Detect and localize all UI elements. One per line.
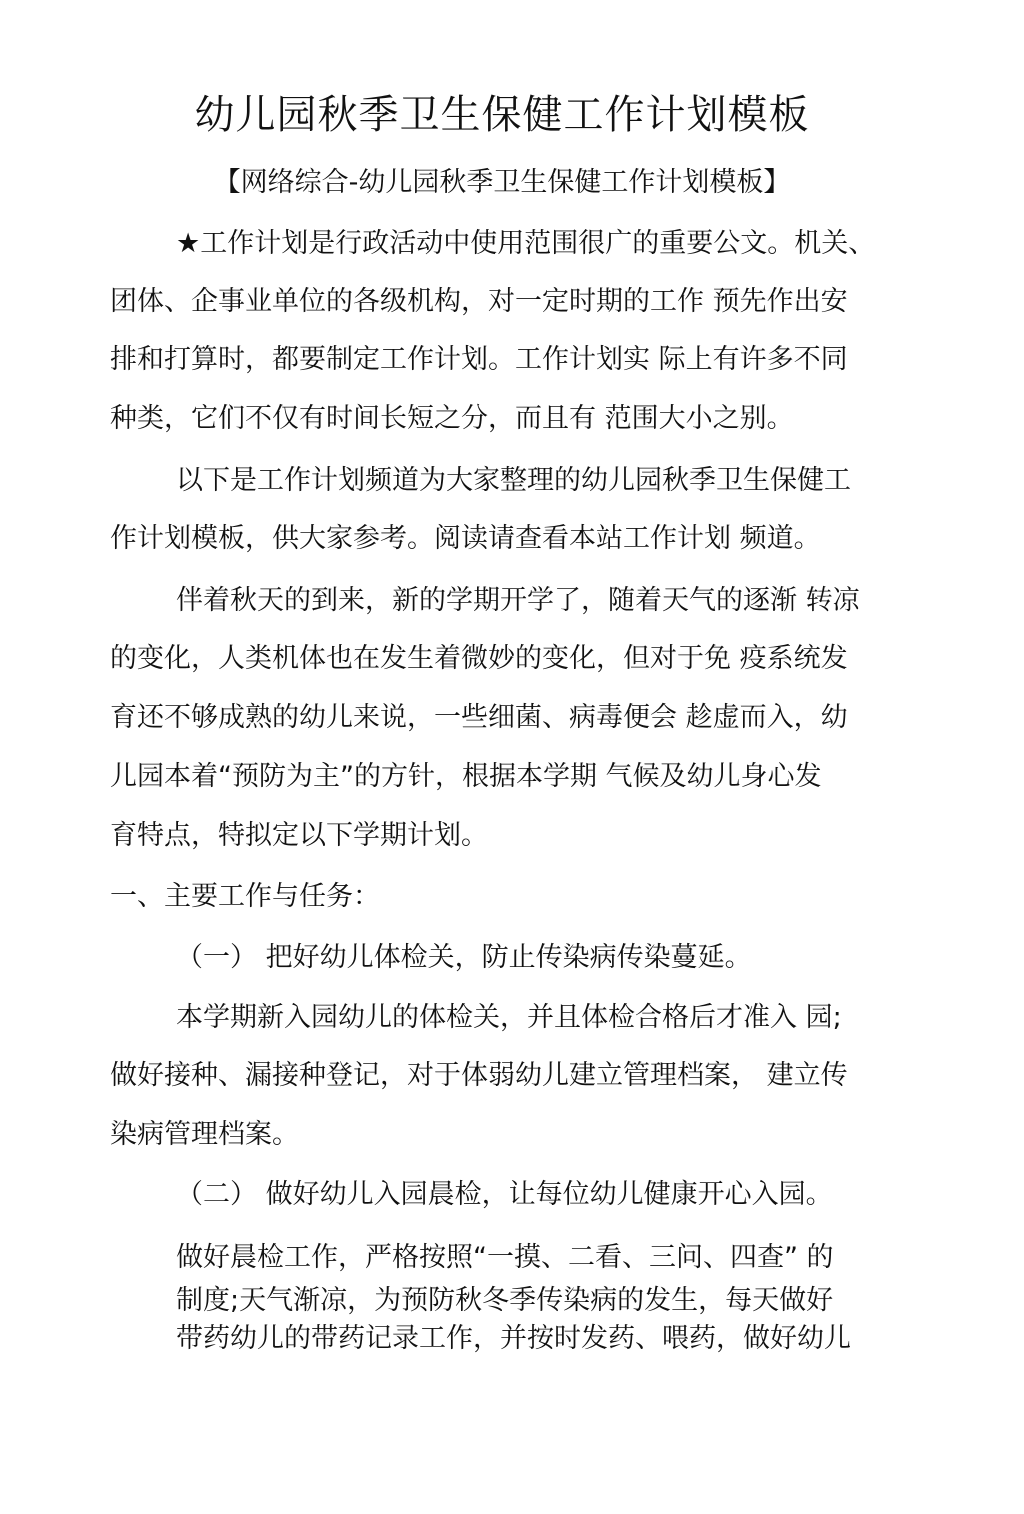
paragraph-line: 伴着秋天的到来，新的学期开学了，随着天气的逐渐 转凉 [176, 585, 860, 616]
paragraph-line: 做好晨检工作，严格按照“一摸、二看、三问、四查” 的 [176, 1242, 834, 1273]
paragraph-line: 染病管理档案。 [110, 1119, 299, 1150]
paragraph-line: 的变化，人类机体也在发生着微妙的变化，但对于免 疫系统发 [110, 643, 848, 674]
section-heading: 一、主要工作与任务： [110, 881, 380, 912]
paragraph-line: 儿园本着“预防为主”的方针，根据本学期 气候及幼儿身心发 [110, 761, 822, 792]
paragraph-line: 以下是工作计划频道为大家整理的幼儿园秋季卫生保健工 [176, 465, 851, 496]
paragraph-line: 制度;天气渐凉，为预防秋冬季传染病的发生，每天做好 [176, 1285, 834, 1316]
document-subtitle: 【网络综合-幼儿园秋季卫生保健工作计划模板】 [213, 167, 791, 198]
paragraph-line: ★工作计划是行政活动中使用范围很广的重要公文。机关、 [176, 228, 876, 259]
subsection-heading: （一） 把好幼儿体检关，防止传染病传染蔓延。 [176, 942, 752, 973]
paragraph-line: 育特点，特拟定以下学期计划。 [110, 820, 488, 851]
document-title: 幼儿园秋季卫生保健工作计划模板 [194, 92, 810, 138]
paragraph-line: 带药幼儿的带药记录工作，并按时发药、喂药，做好幼儿 [176, 1323, 851, 1354]
subsection-heading: （二） 做好幼儿入园晨检，让每位幼儿健康开心入园。 [176, 1179, 833, 1210]
paragraph-line: 团体、企事业单位的各级机构，对一定时期的工作 预先作出安 [110, 286, 848, 317]
paragraph-line: 做好接种、漏接种登记，对于体弱幼儿建立管理档案， 建立传 [110, 1060, 848, 1091]
paragraph-line: 本学期新入园幼儿的体检关，并且体检合格后才准入 园; [176, 1002, 842, 1033]
paragraph-line: 种类，它们不仅有时间长短之分，而且有 范围大小之别。 [110, 403, 794, 434]
paragraph-line: 排和打算时，都要制定工作计划。工作计划实 际上有许多不同 [110, 344, 848, 375]
paragraph-line: 育还不够成熟的幼儿来说，一些细菌、病毒便会 趁虚而入，幼 [110, 702, 848, 733]
paragraph-line: 作计划模板，供大家参考。阅读请查看本站工作计划 频道。 [110, 523, 821, 554]
